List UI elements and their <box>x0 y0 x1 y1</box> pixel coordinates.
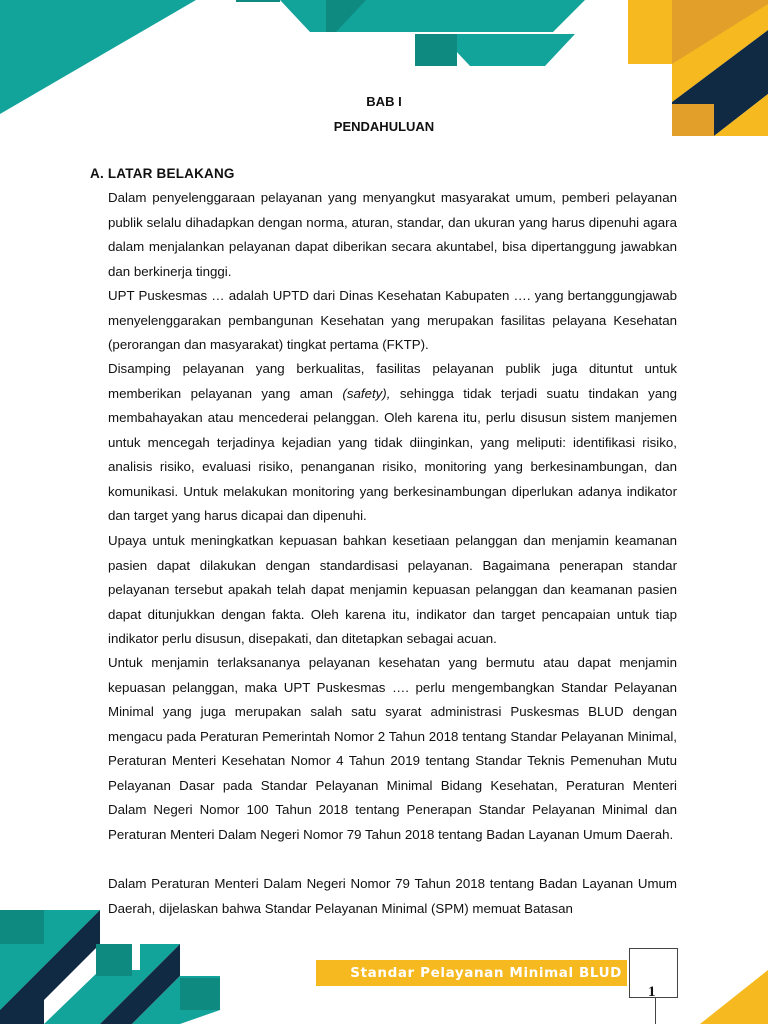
paragraph-4: Upaya untuk meningkatkan kepuasan bahkan kesetiaan pelanggan dan menjamin keamanan pasien dapat dilakukan dengan standardisasi pelayanan. Bagaimana penerapan standar pelayanan tersebut apakah telah dapat menjamin kepuasan pelanggan dan keamanan pasien dapat ditunjukkan dengan fakta. Oleh karena itu, indikator dan target pencapaian untuk tiap indikator perlu disusun, disepakati, dan ditetapkan sebagai acuan. <box>108 533 677 646</box>
paragraph-3 <box>108 357 677 529</box>
section-heading: A. LATAR BELAKANG <box>90 166 235 181</box>
paragraph-5: Untuk menjamin terlaksananya pelayanan kesehatan yang bermutu atau dapat menjamin kepuasan pelanggan, maka UPT Puskesmas …. perlu mengembangkan Standar Pelayanan Minimal yang juga merupakan salah satu syarat administrasi Puskesmas BLUD dengan mengacu pada Peraturan Pemerintah Nomor 2 Tahun 2018 tentang Standar Pelayanan Minimal, Peraturan Menteri Kesehatan Nomor 4 Tahun 2019 tentang Standar Teknis Pemenuhan Mutu Pelayanan Dasar pada Standar Pelayanan Minimal Bidang Kesehatan, Peraturan Menteri Dalam Negeri Nomor 100 Tahun 2018 tentang Penerapan Standar Pelayanan Minimal dan Peraturan Menteri Dalam Negeri Nomor 79 Tahun 2018 tentang Badan Layanan Umum Daerah. <box>108 655 677 842</box>
paragraph-3-start: Disamping pelayanan yang berkualitas, fasilitas pelayanan publik juga dituntut untuk memberikan pelayanan yang aman <box>108 361 677 401</box>
page-number: 1 <box>648 984 656 1000</box>
paragraph-3-italic: (safety), <box>342 385 391 401</box>
footer-document-title: Standar Pelayanan Minimal BLUD <box>350 965 622 981</box>
paragraph-1: Dalam penyelenggaraan pelayanan yang menyangkut masyarakat umum, pemberi pelayanan publik selalu dihadapkan dengan norma, aturan, standar, dan ukuran yang harus dipenuhi agara dalam menjalankan pelayanan dapat diberikan secara akuntabel, bisa dipertanggung jawabkan dan berkinerja tinggi. <box>108 190 677 279</box>
paragraph-2: UPT Puskesmas … adalah UPTD dari Dinas Kesehatan Kabupaten …. yang bertanggungjawab menyelenggarakan pembangunan Kesehatan yang merupakan fasilitas pelayana Kesehatan (perorangan dan masyarakat) tingkat pertama (FKTP). <box>108 288 677 352</box>
paragraph-6: Dalam Peraturan Menteri Dalam Negeri Nomor 79 Tahun 2018 tentang Badan Layanan Umum Daerah, dijelaskan bahwa Standar Pelayanan Minimal (SPM) memuat Batasan <box>108 876 677 916</box>
paragraph-3-end: sehingga tidak terjadi suatu tindakan yang membahayakan atau mencederai pelanggan. Oleh karena itu, perlu disusun sistem manjemen untuk mencegah terjadinya kejadian yang tidak diinginkan, yang meliputi: identifikasi risiko, analisis risiko, evaluasi risiko, penanganan risiko, monitoring yang berkesinambungan, dan komunikasi. Untuk melakukan monitoring yang berkesinambungan diperlukan adanya indikator dan target yang harus dicapai dan dipenuhi. <box>108 385 678 523</box>
page-number-divider <box>655 998 656 1024</box>
chapter-title: PENDAHULUAN <box>333 119 435 134</box>
chapter-number: BAB I <box>366 94 402 109</box>
